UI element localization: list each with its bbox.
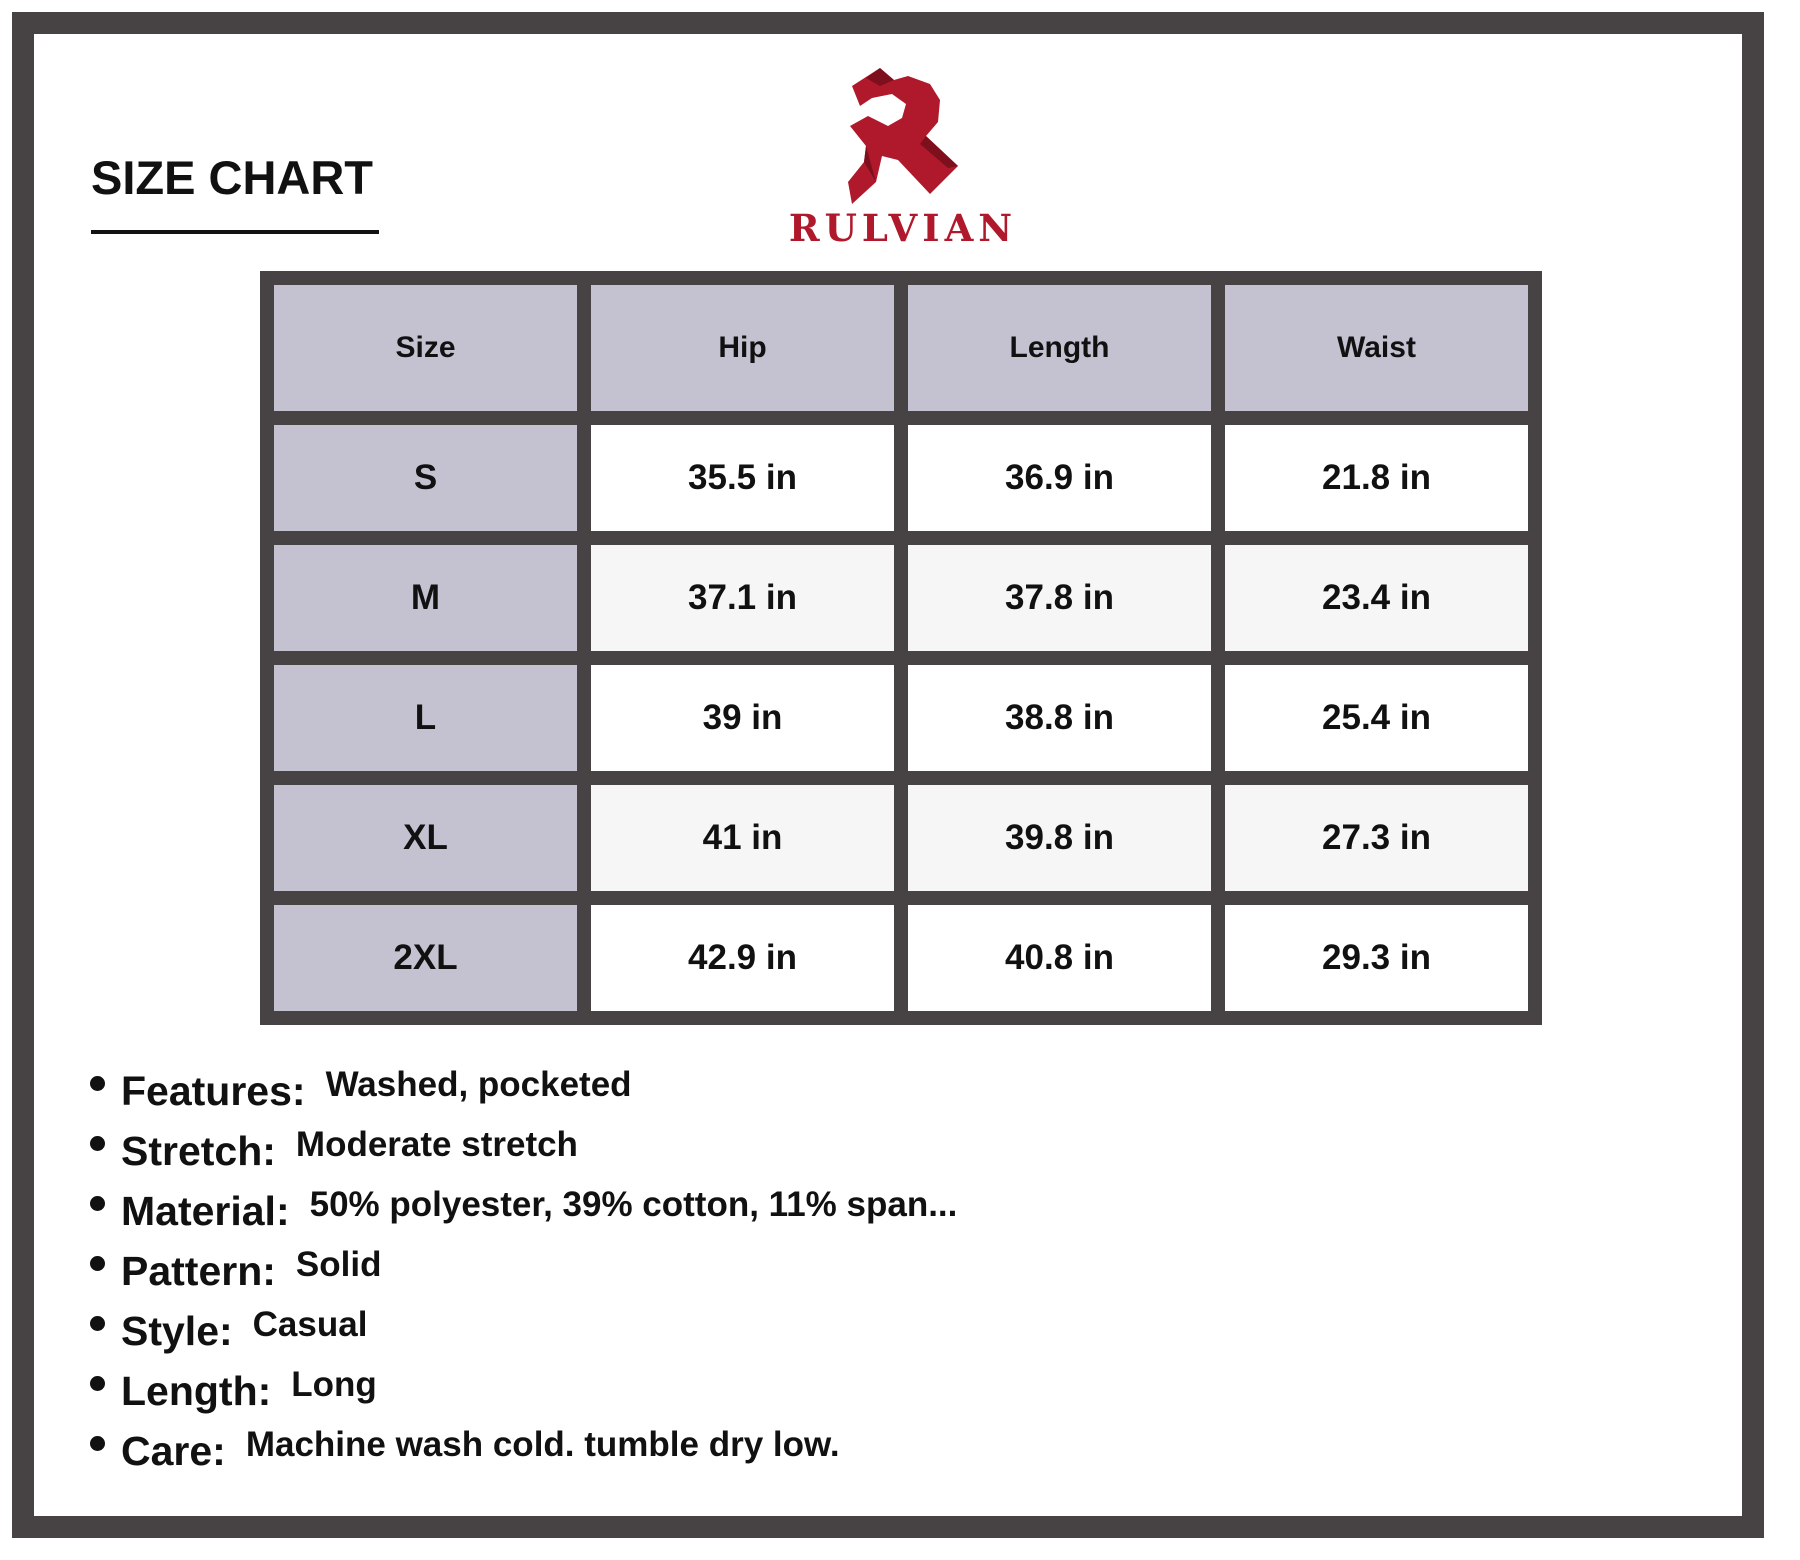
bullet-icon — [90, 1136, 105, 1151]
header-size: Size — [274, 285, 577, 411]
size-cell: XL — [274, 785, 577, 891]
table-row — [274, 905, 1528, 1011]
feature-value: Machine wash cold. tumble dry low. — [245, 1425, 840, 1464]
list-item — [90, 1357, 957, 1417]
bullet-icon — [90, 1076, 105, 1091]
hip-cell: 41 in — [591, 785, 894, 891]
hip-cell: 37.1 in — [591, 545, 894, 651]
bullet-icon — [90, 1436, 105, 1451]
size-table — [260, 271, 1542, 1025]
waist-cell: 21.8 in — [1225, 425, 1528, 531]
size-cell: L — [274, 665, 577, 771]
table-header-row — [274, 285, 1528, 411]
table-row — [274, 785, 1528, 891]
feature-label: Style: — [121, 1307, 233, 1354]
table-row — [274, 545, 1528, 651]
feature-value: Solid — [295, 1245, 382, 1284]
waist-cell: 23.4 in — [1225, 545, 1528, 651]
feature-value: Casual — [252, 1305, 368, 1344]
hip-cell: 39 in — [591, 665, 894, 771]
features-list — [90, 1057, 957, 1477]
table-row — [274, 425, 1528, 531]
hip-cell: 35.5 in — [591, 425, 894, 531]
title-underline — [91, 230, 379, 234]
list-item — [90, 1177, 957, 1237]
hip-cell: 42.9 in — [591, 905, 894, 1011]
list-item — [90, 1237, 957, 1297]
feature-label: Length: — [121, 1367, 272, 1414]
header-hip: Hip — [591, 285, 894, 411]
length-cell: 38.8 in — [908, 665, 1211, 771]
waist-cell: 29.3 in — [1225, 905, 1528, 1011]
length-cell: 36.9 in — [908, 425, 1211, 531]
list-item — [90, 1057, 957, 1117]
feature-value: Moderate stretch — [295, 1125, 578, 1164]
feature-label: Pattern: — [121, 1247, 276, 1294]
feature-value: 50% polyester, 39% cotton, 11% span... — [309, 1185, 958, 1224]
list-item — [90, 1417, 957, 1477]
brand-name: RULVIAN — [788, 206, 1018, 250]
list-item — [90, 1297, 957, 1357]
brand-logo — [780, 64, 1026, 249]
waist-cell: 25.4 in — [1225, 665, 1528, 771]
header-length: Length — [908, 285, 1211, 411]
length-cell: 37.8 in — [908, 545, 1211, 651]
feature-label: Care: — [121, 1427, 226, 1474]
feature-label: Features: — [121, 1067, 306, 1114]
size-cell: M — [274, 545, 577, 651]
bullet-icon — [90, 1256, 105, 1271]
rulvian-r-logo-icon — [780, 64, 1026, 204]
header-waist: Waist — [1225, 285, 1528, 411]
bullet-icon — [90, 1196, 105, 1211]
feature-value: Washed, pocketed — [325, 1065, 632, 1104]
size-cell: 2XL — [274, 905, 577, 1011]
bullet-icon — [90, 1316, 105, 1331]
list-item — [90, 1117, 957, 1177]
feature-value: Long — [291, 1365, 377, 1404]
size-cell: S — [274, 425, 577, 531]
feature-label: Material: — [121, 1187, 290, 1234]
feature-label: Stretch: — [121, 1127, 276, 1174]
page-title: SIZE CHART — [91, 151, 373, 204]
length-cell: 40.8 in — [908, 905, 1211, 1011]
length-cell: 39.8 in — [908, 785, 1211, 891]
table-row — [274, 665, 1528, 771]
waist-cell: 27.3 in — [1225, 785, 1528, 891]
bullet-icon — [90, 1376, 105, 1391]
